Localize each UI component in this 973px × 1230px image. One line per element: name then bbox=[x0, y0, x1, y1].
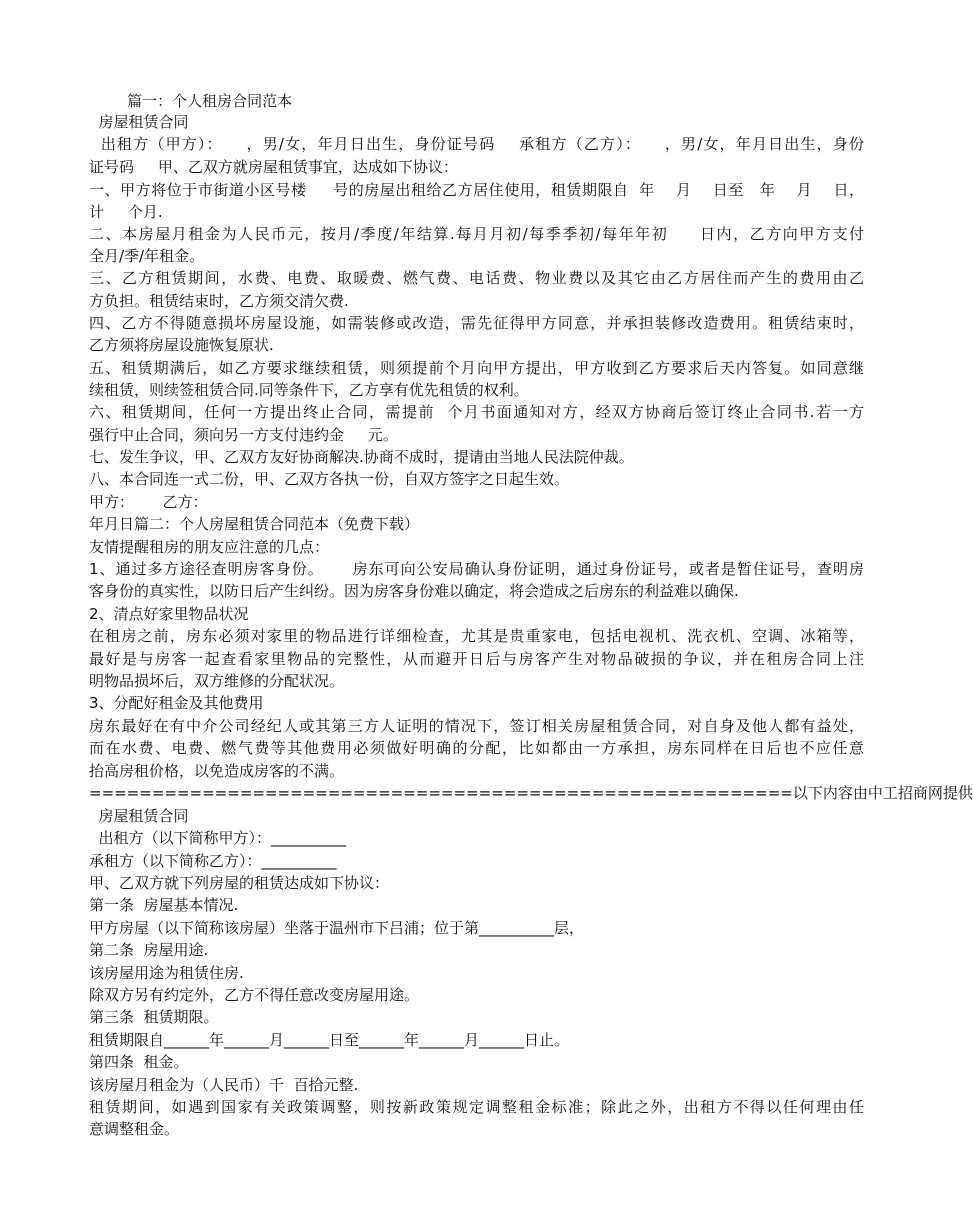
text-line: 全月/季/年租金。 bbox=[89, 247, 205, 265]
text-line: 甲方： 乙方： bbox=[89, 493, 208, 511]
text-line: 在租房之前，房东必须对家里的物品进行详细检查，尤其是贵重家电，包括电视机、洗衣机、空调、冰箱等， bbox=[89, 627, 864, 645]
text-line: 甲方房屋（以下简称该房屋）坐落于温州市下吕浦；位于第__________层， bbox=[89, 919, 585, 937]
text-line: 证号码 甲、乙双方就房屋租赁事宜，达成如下协议： bbox=[89, 158, 458, 176]
text-line: 六、租赁期间，任何一方提出终止合同，需提前 个月书面通知对方，经双方协商后签订终止合同书.若一方 bbox=[89, 403, 864, 421]
text-line: 八、本合同连一式二份，甲、乙双方各执一份，自双方签字之日起生效。 bbox=[89, 470, 570, 488]
text-line: 三、乙方租赁期间，水费、电费、取暖费、燃气费、电话费、物业费以及其它由乙方居住而产生的费用由乙 bbox=[89, 269, 864, 287]
text-line: 第四条 租金。 bbox=[89, 1053, 189, 1071]
text-line: 最好是与房客一起查看家里物品的完整性，从而避开日后与房客产生对物品破损的争议，并在租房合同上注 bbox=[89, 650, 864, 668]
text-line: 第一条 房屋基本情况. bbox=[89, 896, 239, 914]
text-line: 方负担。租赁结束时，乙方须交清欠费. bbox=[89, 292, 349, 310]
text-line: 意调整租金。 bbox=[89, 1120, 180, 1138]
text-line: 乙方须将房屋设施恢复原状. bbox=[89, 336, 274, 354]
text-line: 年月日篇二：个人房屋租赁合同范本（免费下载） bbox=[89, 515, 420, 533]
text-line: 七、发生争议，甲、乙双方友好协商解决.协商不成时，提请由当地人民法院仲裁。 bbox=[89, 448, 634, 466]
text-line: 2、清点好家里物品状况 bbox=[89, 605, 249, 623]
text-line: 3、分配好租金及其他费用 bbox=[89, 694, 264, 712]
text-line: 二、本房屋月租金为人民币元，按月/季度/年结算.每月月初/每季季初/每年年初 日内，乙方向甲方支付 bbox=[89, 225, 864, 243]
text-line: 明物品损坏后，双方维修的分配状况。 bbox=[89, 672, 345, 690]
text-line: 计 个月. bbox=[89, 203, 163, 221]
text-line: 除双方另有约定外，乙方不得任意改变房屋用途。 bbox=[89, 986, 420, 1004]
text-line: 而在水费、电费、燃气费等其他费用必须做好明确的分配，比如都由一方承担，房东同样在日后也不应任意 bbox=[89, 739, 864, 757]
text-line: 出租方（以下简称甲方）：__________ bbox=[89, 829, 347, 847]
text-line: 一、甲方将位于市街道小区号楼 号的房屋出租给乙方居住使用，租赁期限自 年 月 日至 年 月 日， bbox=[89, 181, 864, 199]
text-line: 续租赁，则续签租赁合同.同等条件下，乙方享有优先租赁的权利。 bbox=[89, 381, 529, 399]
text-line: 客身份的真实性，以防日后产生纠纷。因为房客身份难以确定，将会造成之后房东的利益难以确保. bbox=[89, 582, 739, 600]
text-line: 篇一：个人租房合同范本 bbox=[89, 92, 293, 110]
text-line: 房屋租赁合同 bbox=[89, 113, 189, 131]
text-line: 承租方（以下简称乙方）：__________ bbox=[89, 852, 337, 870]
text-line: 抬高房租价格，以免造成房客的不满。 bbox=[89, 762, 345, 780]
text-line: 五、租赁期满后，如乙方要求继续租赁，则须提前个月向甲方提出，甲方收到乙方要求后天内答复。如同意继 bbox=[89, 359, 864, 377]
text-line: 第三条 租赁期限。 bbox=[89, 1008, 219, 1026]
text-line: 四、乙方不得随意损坏房屋设施，如需装修或改造，需先征得甲方同意，并承担装修改造费用。租赁结束时， bbox=[89, 314, 864, 332]
text-line: 友情提醒租房的朋友应注意的几点： bbox=[89, 538, 330, 556]
text-line: 强行中止合同，须向另一方支付违约金 元。 bbox=[89, 426, 398, 444]
text-line: 房屋租赁合同 bbox=[89, 807, 189, 825]
text-line: 该房屋用途为租赁住房. bbox=[89, 964, 244, 982]
text-line: 出租方（甲方）： ，男/女，年月日出生，身份证号码 承租方（乙方）： ，男/女，年月日出生，身份 bbox=[89, 135, 864, 153]
text-line: 该房屋月租金为（人民币）千 百拾元整. bbox=[89, 1076, 359, 1094]
text-line: 甲、乙双方就下列房屋的租赁达成如下协议： bbox=[89, 874, 390, 892]
text-line: 租赁期间，如遇到国家有关政策调整，则按新政策规定调整租金标准；除此之外，出租方不得以任何理由任 bbox=[89, 1098, 864, 1116]
text-line: ========================================================以下内容由中工招商网提供 bbox=[89, 784, 973, 802]
text-line: 1、通过多方途径查明房客身份。 房东可向公安局确认身份证明，通过身份证号，或者是暂住证号，查明房 bbox=[89, 560, 864, 578]
text-line: 租赁期限自______年______月______日至______年______月______日止。 bbox=[89, 1031, 570, 1049]
text-line: 第二条 房屋用途. bbox=[89, 941, 209, 959]
text-line: 房东最好在有中介公司经纪人或其第三方人证明的情况下，签订相关房屋租赁合同，对自身及他人都有益处， bbox=[89, 717, 864, 735]
